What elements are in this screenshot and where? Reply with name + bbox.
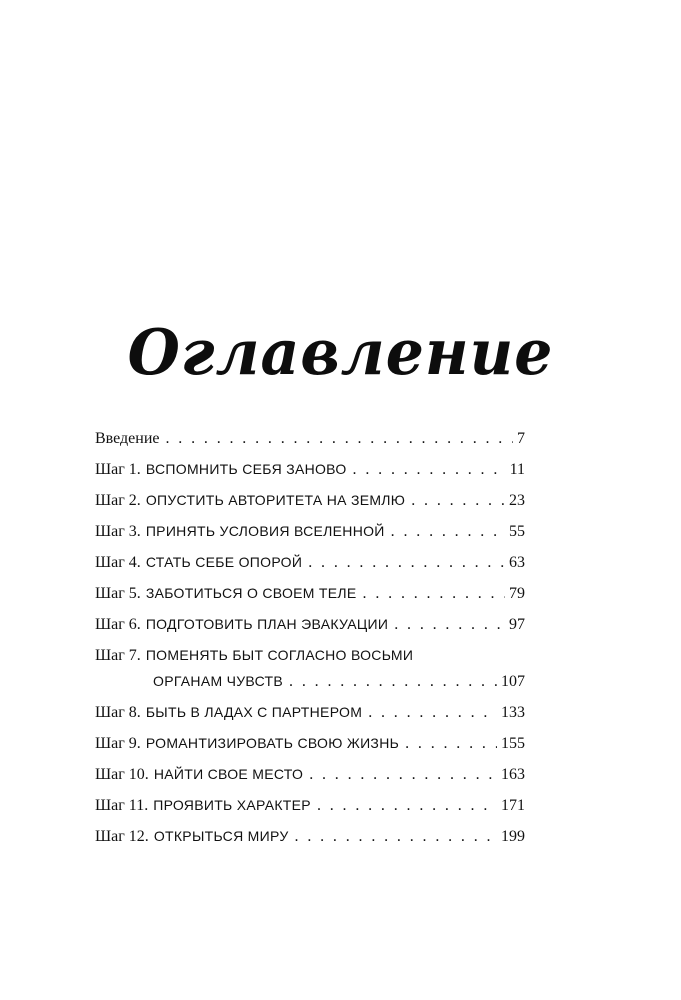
toc-step-title: ПРИНЯТЬ УСЛОВИЯ ВСЕЛЕННОЙ xyxy=(145,523,385,539)
dot-leader xyxy=(295,828,497,846)
toc-step-title: ПРОЯВИТЬ ХАРАКТЕР xyxy=(153,797,311,813)
toc-page-number: 11 xyxy=(509,461,525,478)
page-title: Оглавление xyxy=(127,316,554,390)
toc-page-number: 63 xyxy=(509,554,525,571)
toc-page-number: 7 xyxy=(517,430,525,447)
toc-entry-step-1 xyxy=(95,461,525,492)
toc-page-number: 171 xyxy=(501,797,525,814)
dot-leader xyxy=(363,585,505,603)
toc-entry-step-7-continued xyxy=(95,673,525,704)
dot-leader xyxy=(368,704,497,722)
toc-step-title: СТАТЬ СЕБЕ ОПОРОЙ xyxy=(145,554,303,570)
toc-entry-step-11 xyxy=(95,797,525,828)
table-of-contents xyxy=(95,430,525,859)
toc-step-prefix: Шаг 4. xyxy=(95,554,141,571)
dot-leader xyxy=(394,616,505,634)
toc-page-number: 55 xyxy=(509,523,525,540)
toc-entry-step-4 xyxy=(95,554,525,585)
toc-step-title-continued: ОРГАНАМ ЧУВСТВ xyxy=(153,673,284,689)
toc-step-title: ОПУСТИТЬ АВТОРИТЕТА НА ЗЕМЛЮ xyxy=(145,492,406,508)
toc-step-title: БЫТЬ В ЛАДАХ С ПАРТНЕРОМ xyxy=(145,704,363,720)
dot-leader xyxy=(308,554,505,572)
toc-page-number: 107 xyxy=(501,673,525,690)
toc-page-number: 199 xyxy=(501,828,525,845)
toc-step-title: ПОМЕНЯТЬ БЫТ СОГЛАСНО ВОСЬМИ xyxy=(145,647,414,663)
toc-step-prefix: Шаг 11. xyxy=(95,797,149,814)
toc-step-prefix: Шаг 3. xyxy=(95,523,141,540)
toc-entry-step-10 xyxy=(95,766,525,797)
toc-step-prefix: Шаг 10. xyxy=(95,766,149,783)
dot-leader xyxy=(289,673,497,691)
dot-leader xyxy=(353,461,506,479)
toc-entry-step-2 xyxy=(95,492,525,523)
toc-step-prefix: Шаг 2. xyxy=(95,492,141,509)
toc-entry-step-5 xyxy=(95,585,525,616)
toc-entry-step-6 xyxy=(95,616,525,647)
toc-entry-step-12 xyxy=(95,828,525,859)
toc-entry-step-9 xyxy=(95,735,525,766)
toc-entry-step-3 xyxy=(95,523,525,554)
toc-step-prefix: Шаг 9. xyxy=(95,735,141,752)
dot-leader xyxy=(391,523,505,541)
toc-page-number: 133 xyxy=(501,704,525,721)
dot-leader xyxy=(411,492,505,510)
toc-page-number: 163 xyxy=(501,766,525,783)
toc-page-number: 23 xyxy=(509,492,525,509)
toc-entry-intro xyxy=(95,430,525,461)
toc-step-title: ВСПОМНИТЬ СЕБЯ ЗАНОВО xyxy=(145,461,347,477)
toc-page-number: 97 xyxy=(509,616,525,633)
toc-step-title: ПОДГОТОВИТЬ ПЛАН ЭВАКУАЦИИ xyxy=(145,616,389,632)
toc-step-prefix: Шаг 8. xyxy=(95,704,141,721)
toc-entry-step-7 xyxy=(95,647,525,673)
toc-page-number: 155 xyxy=(501,735,525,752)
dot-leader xyxy=(166,430,514,448)
toc-step-title: ЗАБОТИТЬСЯ О СВОЕМ ТЕЛЕ xyxy=(145,585,357,601)
toc-step-prefix: Шаг 1. xyxy=(95,461,141,478)
dot-leader xyxy=(317,797,497,815)
toc-entry-step-8 xyxy=(95,704,525,735)
toc-step-title: ОТКРЫТЬСЯ МИРУ xyxy=(153,828,289,844)
toc-step-prefix: Шаг 5. xyxy=(95,585,141,602)
toc-page-number: 79 xyxy=(509,585,525,602)
dot-leader xyxy=(405,735,497,753)
toc-entry-label: Введение xyxy=(95,430,160,447)
toc-step-prefix: Шаг 7. xyxy=(95,647,141,664)
dot-leader xyxy=(309,766,497,784)
toc-step-title: НАЙТИ СВОЕ МЕСТО xyxy=(153,766,304,782)
toc-step-prefix: Шаг 6. xyxy=(95,616,141,633)
toc-step-prefix: Шаг 12. xyxy=(95,828,149,845)
toc-step-title: РОМАНТИЗИРОВАТЬ СВОЮ ЖИЗНЬ xyxy=(145,735,400,751)
